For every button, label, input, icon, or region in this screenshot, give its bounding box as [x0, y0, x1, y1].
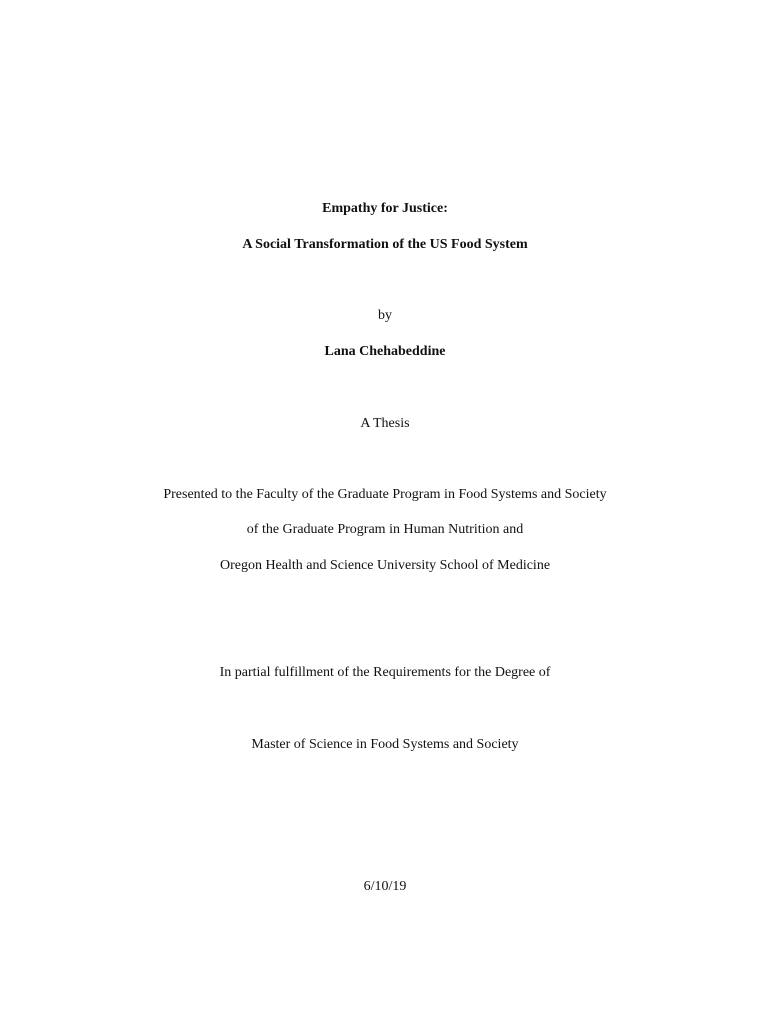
title-line-1: Empathy for Justice: — [322, 201, 448, 216]
degree-name: Master of Science in Food Systems and Society — [251, 737, 519, 752]
thesis-date: 6/10/19 — [363, 879, 407, 894]
document-type: A Thesis — [360, 416, 410, 431]
author-name: Lana Chehabeddine — [324, 344, 446, 359]
presented-line-2: of the Graduate Program in Human Nutrition and — [246, 522, 524, 537]
presented-line-1: Presented to the Faculty of the Graduate Program in Food Systems and Society — [163, 487, 607, 502]
by-label: by — [378, 308, 392, 323]
presented-line-3: Oregon Health and Science University School of Medicine — [219, 558, 551, 573]
title-line-2: A Social Transformation of the US Food System — [242, 237, 528, 252]
fulfillment-statement: In partial fulfillment of the Requirements for the Degree of — [219, 665, 551, 680]
